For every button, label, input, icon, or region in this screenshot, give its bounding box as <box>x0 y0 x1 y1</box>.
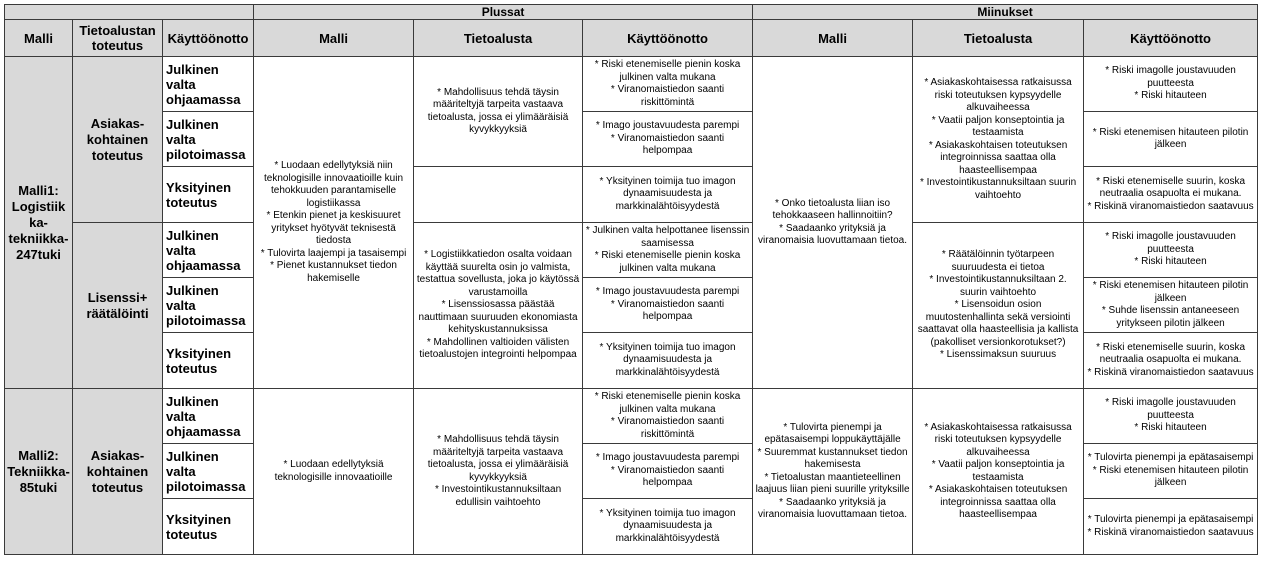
minus-kayttoonotto-cell: * Riski etenemiselle suurin, koska neutraalia osapuolta ei mukana. * Riskinä viranomaistiedon saatavuus <box>1084 167 1258 223</box>
toteutus-label: Asiakas-kohtainen toteutus <box>73 57 163 223</box>
kayttoonotto-label: Yksityinen toteutus <box>163 167 254 223</box>
kayttoonotto-label: Yksityinen toteutus <box>163 333 254 389</box>
plus-kayttoonotto-cell: * Yksityinen toimija tuo imagon dynaamisuudesta ja markkinalähtöisyydestä <box>583 499 753 555</box>
plus-kayttoonotto-cell: * Imago joustavuudesta parempi * Viranomaistiedon saanti helpompaa <box>583 112 753 167</box>
header-blank-cell <box>5 5 254 20</box>
plus-tietoalusta-spacer <box>414 167 583 223</box>
kayttoonotto-label: Yksityinen toteutus <box>163 499 254 555</box>
minus-malli-cell: * Tulovirta pienempi ja epätasaisempi loppukäyttäjälle * Suuremmat kustannukset tiedon hakemisesta * Tietoalustan maantieteellinen laajuus liian pieni suurille yrityksille * Saadaanko yrityksiä ja viranomaisia luovuttamaan tietoa. <box>753 389 913 555</box>
header-plus-tietoalusta: Tietoalusta <box>414 20 583 57</box>
kayttoonotto-label: Julkinen valta ohjaamassa <box>163 57 254 112</box>
minus-malli-cell: * Onko tietoalusta liian iso tehokkaaseen hallinnoitiin? * Saadaanko yrityksiä ja viranomaisia luovuttamaan tietoa. <box>753 57 913 389</box>
minus-kayttoonotto-cell: * Riski imagolle joustavuuden puutteesta * Riski hitauteen <box>1084 389 1258 444</box>
minus-kayttoonotto-cell: * Riski etenemiselle suurin, koska neutraalia osapuolta ei mukana. * Riskinä viranomaistiedon saatavuus <box>1084 333 1258 389</box>
header-plus-kayttoonotto: Käyttöönotto <box>583 20 753 57</box>
minus-kayttoonotto-cell: * Riski etenemisen hitauteen pilotin jälkeen <box>1084 112 1258 167</box>
header-row-top <box>5 5 1258 20</box>
model-label: Malli1: Logistiik ka-tekniikka-247tuki <box>5 57 73 389</box>
header-tietoalustan-toteutus: Tietoalustan toteutus <box>73 20 163 57</box>
plus-tietoalusta-cell: * Mahdollisuus tehdä täysin määriteltyjä tarpeita vastaava tietoalusta, jossa ei ylimääräisiä kyvykkyyksiä * Investointikustannuksiltaan edullisin vaihtoehto <box>414 389 583 555</box>
minus-kayttoonotto-cell: * Riski imagolle joustavuuden puutteesta * Riski hitauteen <box>1084 223 1258 278</box>
header-malli: Malli <box>5 20 73 57</box>
plus-kayttoonotto-cell: * Riski etenemiselle pienin koska julkinen valta mukana * Viranomaistiedon saanti riskittömintä <box>583 57 753 112</box>
kayttoonotto-label: Julkinen valta pilotoimassa <box>163 112 254 167</box>
plus-malli-cell: * Luodaan edellytyksiä teknologisille innovaatioille <box>254 389 414 555</box>
minus-tietoalusta-cell: * Räätälöinnin työtarpeen suuruudesta ei tietoa * Investointikustannuksiltaan 2. suurin vaihtoehto * Lisensoidun osion muutostenhallinta sekä versiointi saattavat olla haasteellisia ja kallista (pakolliset versionkorotukset?) * Lisenssimaksun suuruus <box>913 223 1084 389</box>
header-row-sub <box>5 20 1258 57</box>
toteutus-label: Asiakas-kohtainen toteutus <box>73 389 163 555</box>
kayttoonotto-label: Julkinen valta pilotoimassa <box>163 278 254 333</box>
kayttoonotto-label: Julkinen valta ohjaamassa <box>163 223 254 278</box>
table-row <box>5 389 1258 444</box>
minus-kayttoonotto-cell: * Riski imagolle joustavuuden puutteesta * Riski hitauteen <box>1084 57 1258 112</box>
minus-kayttoonotto-cell: * Tulovirta pienempi ja epätasaisempi * Riski etenemisen hitauteen pilotin jälkeen <box>1084 444 1258 499</box>
plus-malli-cell: * Luodaan edellytyksiä niin teknologisille innovaatioille kuin tehokkuuden parantamiselle logistiikassa * Etenkin pienet ja keskisuuret yritykset hyötyvät teknisestä tiedosta * Tulovirta laajempi ja tasaisempi * Pienet kustannukset tiedon hakemiselle <box>254 57 414 389</box>
toteutus-label: Lisenssi+ räätälöinti <box>73 223 163 389</box>
table-row <box>5 57 1258 112</box>
header-plussat: Plussat <box>254 5 753 20</box>
plus-tietoalusta-cell: * Mahdollisuus tehdä täysin määriteltyjä tarpeita vastaava tietoalusta, jossa ei ylimääräisiä kyvykkyyksiä <box>414 57 583 167</box>
header-kayttoonotto: Käyttöönotto <box>163 20 254 57</box>
plus-kayttoonotto-cell: * Imago joustavuudesta parempi * Viranomaistiedon saanti helpompaa <box>583 444 753 499</box>
kayttoonotto-label: Julkinen valta pilotoimassa <box>163 444 254 499</box>
minus-tietoalusta-cell: * Asiakaskohtaisessa ratkaisussa riski toteutuksen kypsyydelle alkuvaiheessa * Vaatii paljon konseptointia ja testaamista * Asiakaskohtaisen toteutuksen integroinnissa saattaa olla haasteellisempaa <box>913 389 1084 555</box>
header-minus-tietoalusta: Tietoalusta <box>913 20 1084 57</box>
plus-kayttoonotto-cell: * Julkinen valta helpottanee lisenssin saamisessa * Riski etenemiselle pienin koska julkinen valta mukana <box>583 223 753 278</box>
kayttoonotto-label: Julkinen valta ohjaamassa <box>163 389 254 444</box>
header-minus-kayttoonotto: Käyttöönotto <box>1084 20 1258 57</box>
plus-kayttoonotto-cell: * Yksityinen toimija tuo imagon dynaamisuudesta ja markkinalähtöisyydestä <box>583 333 753 389</box>
minus-tietoalusta-cell: * Asiakaskohtaisessa ratkaisussa riski toteutuksen kypsyydelle alkuvaiheessa * Vaatii paljon konseptointia ja testaamista * Asiakaskohtaisen toteutuksen integroinnissa saattaa olla haasteellisempaa * Investointikustannuksiltaan suurin vaihtoehto <box>913 57 1084 223</box>
minus-kayttoonotto-cell: * Riski etenemisen hitauteen pilotin jälkeen * Suhde lisenssin antaneeseen yritykseen pilotin jälkeen <box>1084 278 1258 333</box>
table-row <box>5 223 1258 278</box>
plus-kayttoonotto-cell: * Riski etenemiselle pienin koska julkinen valta mukana * Viranomaistiedon saanti riskittömintä <box>583 389 753 444</box>
header-miinukset: Miinukset <box>753 5 1258 20</box>
header-minus-malli: Malli <box>753 20 913 57</box>
header-plus-malli: Malli <box>254 20 414 57</box>
minus-kayttoonotto-cell: * Tulovirta pienempi ja epätasaisempi * Riskinä viranomaistiedon saatavuus <box>1084 499 1258 555</box>
comparison-table <box>4 4 1258 555</box>
plus-kayttoonotto-cell: * Imago joustavuudesta parempi * Viranomaistiedon saanti helpompaa <box>583 278 753 333</box>
model-label: Malli2: Tekniikka-85tuki <box>5 389 73 555</box>
plus-tietoalusta-cell: * Logistiikkatiedon osalta voidaan käyttää suurelta osin jo valmista, testattua sovellusta, joka jo käytössä varustamoilla * Lisenssiosassa päästää nauttimaan suuruuden ekonomiasta kehityskustannuksissa * Mahdollinen valtioiden välisten tietoalustojen integrointi helpompaa <box>414 223 583 389</box>
plus-kayttoonotto-cell: * Yksityinen toimija tuo imagon dynaamisuudesta ja markkinalähtöisyydestä <box>583 167 753 223</box>
